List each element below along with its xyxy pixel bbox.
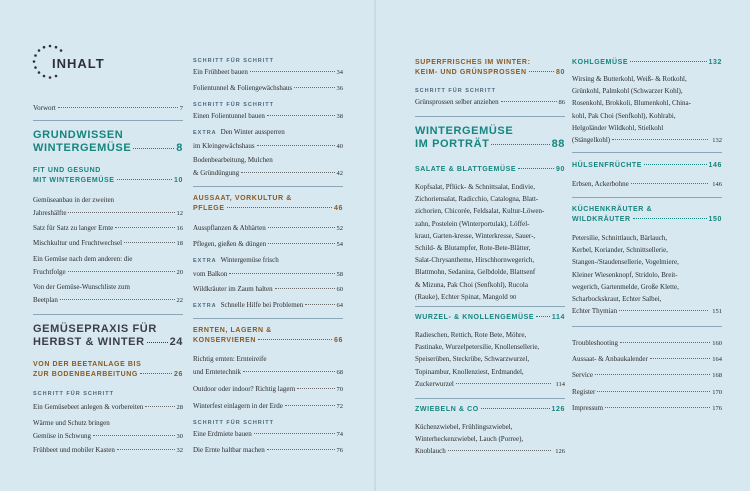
subsection-heading-zwiebeln[interactable]: ZWIEBELN & CO 126 bbox=[415, 406, 565, 413]
section-heading-grundwissen[interactable]: GRUNDWISSEN WINTERGEMÜSE 8 bbox=[33, 129, 183, 154]
toc-entry-extra[interactable]: EXTRA Wintergemüse frisch vom Balkon 58 bbox=[193, 256, 343, 278]
divider bbox=[572, 152, 722, 153]
subsection-heading-wurzel[interactable]: WURZEL- & KNOLLENGEMÜSE 114 bbox=[415, 314, 565, 321]
divider bbox=[193, 186, 343, 187]
toc-entry[interactable]: Pflegen, gießen & düngen 54 bbox=[193, 240, 343, 248]
subsection-heading-kraeuter[interactable]: KÜCHENKRÄUTER & WILDKRÄUTER 150 bbox=[572, 206, 722, 223]
page-title: INHALT bbox=[52, 56, 105, 71]
salate-list: Kopfsalat, Pflück- & Schnittsalat, Endivie, Zichoriensalat, Radicchio, Catalogna, Blatt- zichorien, Chicorée, Feldsalat, Kultur-Löwen- zahn, Postelein (Winterportulak), Löffel- kraut, Garten-kresse, Winterkresse, Sauer-, Schild- & Blutampfer, Rote-Bete-Blätter, Salat-Chrysantheme, Hirschhornwegerich, Blattmohn, Sedanina, Gelbdolde, Blattsenf & Mizuna, Pak Choi (Senfkohl), Rucola (Rauke), Echter Spinat, Mangold 90 bbox=[415, 183, 545, 301]
kicker-label: SCHRITT FÜR SCHRITT bbox=[193, 420, 275, 426]
zwiebeln-list: Küchenzwiebel, Frühlingszwiebel, Winterheckenzwiebel, Lauch (Porree), Knoblauch 126 bbox=[415, 423, 565, 456]
subsection-heading-huelsen[interactable]: HÜLSENFRÜCHTE 146 bbox=[572, 162, 722, 169]
toc-entry[interactable]: Wärme und Schutz bringen Gemüse in Schwung 30 bbox=[33, 419, 183, 440]
toc-entry[interactable]: Winterfest einlagern in der Erde 72 bbox=[193, 402, 343, 410]
inhalt-logo bbox=[32, 44, 112, 84]
kraeuter-list: Petersilie, Schnittlauch, Bärlauch, Kerbel, Koriander, Schnittsellerie, Stangen-/Staudensellerie, Vogelmiere, Kleiner Wiesenknopf, Stridolo, Breit- wegerich, Gartenmelde, Große Klette, Scharbockskraut, Echter Salbei, Echter Thymian 151 bbox=[572, 234, 722, 316]
toc-entry[interactable]: Outdoor oder indoor? Richtig lagern 70 bbox=[193, 385, 343, 393]
toc-entry[interactable]: Aussaat- & Anbaukalender 164 bbox=[572, 355, 722, 363]
divider bbox=[415, 116, 565, 117]
subsection-heading-beetanlage[interactable]: VON DER BEETANLAGE BIS ZUR BODENBEARBEITUNG 26 bbox=[33, 361, 183, 378]
toc-entry[interactable]: Register 170 bbox=[572, 388, 722, 396]
subsection-heading-superfrisches[interactable]: SUPERFRISCHES IM WINTER: KEIM- UND GRÜNSPROSSEN 80 bbox=[415, 59, 565, 76]
toc-entry[interactable]: Einen Folientunnel bauen 38 bbox=[193, 112, 343, 120]
toc-entry[interactable]: Frühbeet und mobiler Kasten 32 bbox=[33, 446, 183, 454]
toc-entry[interactable]: Richtig ernten: Ernteireife und Erntetechnik 68 bbox=[193, 355, 343, 376]
toc-entry[interactable]: Troubleshooting 160 bbox=[572, 339, 722, 347]
subsection-heading-salate[interactable]: SALATE & BLATTGEMÜSE 90 bbox=[415, 166, 565, 173]
kicker-label: SCHRITT FÜR SCHRITT bbox=[193, 102, 275, 108]
divider bbox=[572, 197, 722, 198]
subsection-heading-ernten[interactable]: ERNTEN, LAGERN & KONSERVIEREN 66 bbox=[193, 327, 343, 344]
divider bbox=[572, 326, 722, 327]
toc-entry-vorwort[interactable]: Vorwort 7 bbox=[33, 104, 183, 112]
kohl-list: Wirsing & Butterkohl, Weiß- & Rotkohl, Grünkohl, Palmkohl (Schwarzer Kohl), Rosenkohl, Brokkoli, Blumenkohl, China- kohl, Pak Choi (Senfkohl), Kohlrabi, Helgoländer Wildkohl, Stielkohl (Stängelkohl) 132 bbox=[572, 75, 722, 145]
toc-entry[interactable]: Von der Gemüse-Wunschliste zum Beetplan 22 bbox=[33, 283, 183, 304]
toc-entry[interactable]: Grünsprossen selber anziehen 86 bbox=[415, 98, 565, 106]
kicker-label: SCHRITT FÜR SCHRITT bbox=[33, 391, 115, 397]
toc-entry[interactable]: Eine Erdmiete bauen 74 bbox=[193, 430, 343, 438]
toc-entry[interactable]: Service 168 bbox=[572, 371, 722, 379]
toc-entry[interactable]: Wildkräuter im Zaum halten 60 bbox=[193, 285, 343, 293]
toc-entry[interactable]: Mischkultur und Fruchtwechsel 18 bbox=[33, 239, 183, 247]
wurzel-list: Radieschen, Rettich, Rote Bete, Möhre, Pastinake, Wurzelpetersilie, Knollensellerie, Speiserüben, Steckrübe, Schwarzwurzel, Topinambur, Knollenziest, Erdmandel, Zuckerwurzel 114 bbox=[415, 331, 565, 388]
right-page bbox=[375, 0, 750, 491]
toc-entry-extra[interactable]: EXTRA Den Winter aussperren im Kleingewächshaus 40 bbox=[193, 128, 343, 150]
toc-entry[interactable]: Ausspflanzen & Abhärten 52 bbox=[193, 224, 343, 232]
divider bbox=[33, 314, 183, 315]
subsection-heading-kohl[interactable]: KOHLGEMÜSE 132 bbox=[572, 59, 722, 66]
subsection-heading-fit[interactable]: FIT UND GESUND MIT WINTERGEMÜSE 10 bbox=[33, 167, 183, 184]
toc-entry[interactable]: Satz für Satz zu langer Ernte 16 bbox=[33, 224, 183, 232]
section-heading-portraet[interactable]: WINTERGEMÜSE IM PORTRÄT 88 bbox=[415, 125, 565, 150]
section-heading-praxis[interactable]: GEMÜSEPRAXIS FÜR HERBST & WINTER 24 bbox=[33, 323, 183, 348]
huelsen-list: Erbsen, Ackerbohne 146 bbox=[572, 180, 722, 188]
subsection-heading-aussaat[interactable]: AUSSAAT, VORKULTUR & PFLEGE 46 bbox=[193, 195, 343, 212]
toc-entry[interactable]: Ein Gemüsebeet anlegen & vorbereiten 28 bbox=[33, 403, 183, 411]
divider bbox=[415, 306, 565, 307]
toc-entry[interactable]: Impressum 176 bbox=[572, 404, 722, 412]
toc-entry-extra[interactable]: EXTRA Schnelle Hilfe bei Problemen 64 bbox=[193, 301, 343, 309]
kicker-label: SCHRITT FÜR SCHRITT bbox=[193, 58, 275, 64]
divider bbox=[193, 318, 343, 319]
toc-entry[interactable]: Ein Frühbeet bauen 34 bbox=[193, 68, 343, 76]
divider bbox=[415, 398, 565, 399]
kicker-label: SCHRITT FÜR SCHRITT bbox=[415, 88, 497, 94]
toc-entry[interactable]: Ein Gemüse nach dem anderen: die Fruchtfolge 20 bbox=[33, 255, 183, 276]
toc-entry[interactable]: Die Ernte haltbar machen 76 bbox=[193, 446, 343, 454]
toc-entry[interactable]: Folientunnel & Foliengewächshaus 36 bbox=[193, 84, 343, 92]
toc-entry[interactable]: Bodenbearbeitung, Mulchen & Gründüngung 42 bbox=[193, 156, 343, 177]
toc-entry[interactable]: Gemüseanbau in der zweiten Jahreshälfte 12 bbox=[33, 196, 183, 217]
divider bbox=[33, 120, 183, 121]
